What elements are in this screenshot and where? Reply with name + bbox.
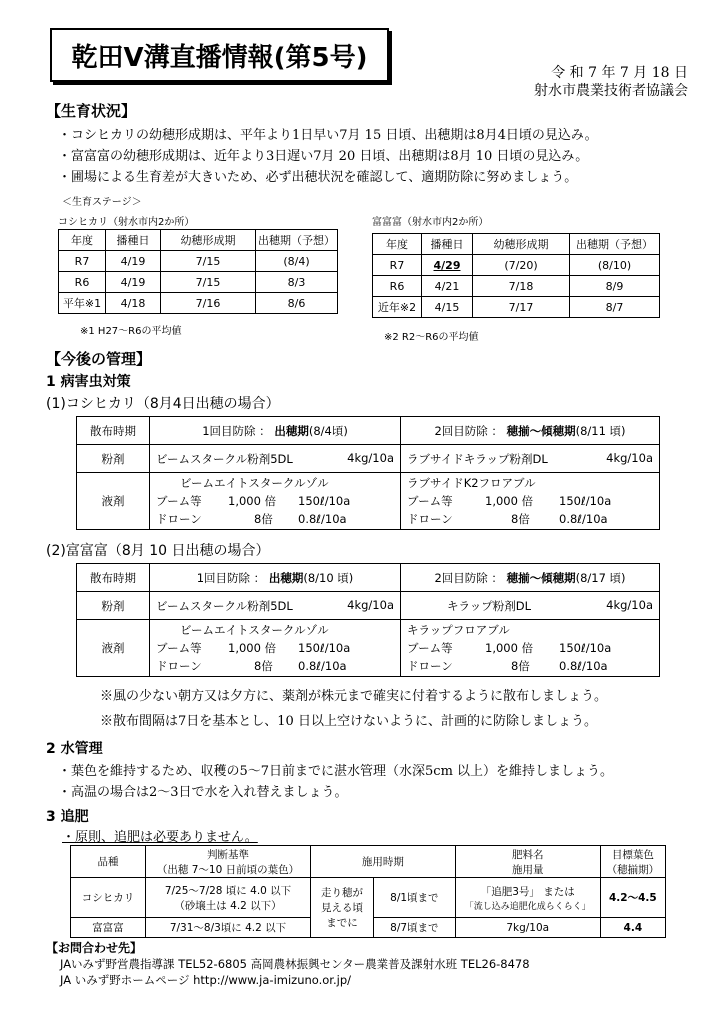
timing-cell xyxy=(311,878,374,938)
water-bullet-2: ・高温の場合は2～3日で水を入れ替えましょう。 xyxy=(58,785,348,800)
contact-line-1: JAいみず野営農指導課 TEL52-6805 高岡農林振興センター農業普及課射水班 TEL26-8478 xyxy=(60,957,530,971)
liquid-first-name: ビームエイトスタークルゾル xyxy=(180,623,329,637)
table-cell: 4.2～4.5 xyxy=(600,878,665,918)
table-row xyxy=(373,255,660,276)
contact-heading: 【お問合わせ先】 xyxy=(46,941,143,955)
first-spray-stage: 出穂期 xyxy=(274,423,309,438)
growth-bullet-2: ・富富富の幼穂形成期は、近年より3日遅い7月 20 日頃、出穂期は8月 10 日頃の見込み。 xyxy=(58,149,589,164)
first-spray-header xyxy=(150,564,401,592)
fert-header-1: 肥料名 xyxy=(511,848,544,861)
water-heading: 2 水管理 xyxy=(46,741,103,757)
fert-table xyxy=(70,845,666,938)
liquid-label: 液剤 xyxy=(77,620,150,677)
table-row xyxy=(373,276,660,297)
header-cell: 播種日 xyxy=(422,234,473,255)
boom-label: ブーム等 xyxy=(407,641,453,655)
drone-label: ドローン xyxy=(407,659,453,673)
table-cell xyxy=(146,878,311,918)
table-cell: 富富富 xyxy=(71,918,146,938)
boom-label: ブーム等 xyxy=(156,494,202,508)
liquid-first-name: ビームエイトスタークルゾル xyxy=(180,476,329,490)
boom-rate: 1,000 倍 xyxy=(228,641,277,655)
drone-amount: 0.8ℓ/10a xyxy=(298,659,347,673)
drone-rate: 8倍 xyxy=(254,659,273,673)
boom-amount: 150ℓ/10a xyxy=(559,494,612,508)
table-cell: R6 xyxy=(59,272,106,293)
first-spray-stage: 出穂期 xyxy=(268,570,304,585)
powder-second-name: キラップ粉剤DL xyxy=(447,598,532,613)
publisher-org: 射水市農業技術者協議会 xyxy=(534,83,688,99)
drone-label: ドローン xyxy=(156,512,202,526)
header-cell: 品種 xyxy=(71,846,146,878)
drone-amount: 0.8ℓ/10a xyxy=(559,659,608,673)
spray-note-1: ※風の少ない朝方又は夕方に、薬剤が株元まで確実に付着するように散布しましょう。 xyxy=(100,689,608,704)
header-cell: 散布時期 xyxy=(77,564,150,592)
fert-bullet: ・原則、追肥は必要ありません。 xyxy=(62,830,258,845)
drone-rate: 8倍 xyxy=(511,659,530,673)
header-cell: 年度 xyxy=(59,230,106,251)
table-cell: 4/21 xyxy=(422,276,473,297)
second-spray-label: 2回目防除 ： xyxy=(434,423,503,438)
koshi-criteria-1: 7/25～7/28 頃に 4.0 以下 xyxy=(164,884,292,897)
powder-second-cell xyxy=(401,445,660,473)
table-row xyxy=(77,564,660,592)
table-cell: 8/3 xyxy=(256,272,338,293)
boom-rate: 1,000 倍 xyxy=(485,641,534,655)
table-row xyxy=(77,445,660,473)
liquid-first-cell xyxy=(150,620,401,677)
header-cell xyxy=(146,846,311,878)
spray-note-2: ※散布間隔は7日を基本とし、10 日以上空けないように、計画的に防除しましょう。 xyxy=(100,714,597,729)
growth-heading: 【生育状況】 xyxy=(46,102,137,120)
table-cell: R7 xyxy=(59,251,106,272)
drone-amount: 0.8ℓ/10a xyxy=(559,512,608,526)
growth-bullet-3: ・圃場による生育差が大きいため、必ず出穂状況を確認して、適期防除に努めましょう。 xyxy=(58,170,578,185)
table-cell: R7 xyxy=(373,255,422,276)
table-row xyxy=(77,417,660,445)
fert-header-2: 施用量 xyxy=(511,863,544,876)
table-cell: R6 xyxy=(373,276,422,297)
issue-date: 令 和 7 年 7 月 18 日 xyxy=(551,65,688,81)
table-cell: (8/4) xyxy=(256,251,338,272)
header-cell xyxy=(455,846,600,878)
table-row xyxy=(77,592,660,620)
second-spray-stage: 穂揃～傾穂期 xyxy=(506,570,576,585)
table-row xyxy=(59,230,338,251)
criteria-header-2: （出穂 7～10 日前頃の葉色） xyxy=(156,863,300,876)
koshi-stage-caption: コシヒカリ（射水市内2か所） xyxy=(58,217,195,228)
first-spray-label: 1回目防除 ： xyxy=(202,423,271,438)
table-row xyxy=(71,878,666,918)
drone-rate: 8倍 xyxy=(511,512,530,526)
table-cell: (7/20) xyxy=(473,255,570,276)
header-cell: 幼穂形成期 xyxy=(161,230,256,251)
second-spray-header xyxy=(401,564,660,592)
koshi-criteria-2: （砂壌土は 4.2 以下） xyxy=(174,899,282,912)
header-cell: 散布時期 xyxy=(77,417,150,445)
target-header-2: （穂揃期） xyxy=(606,863,660,876)
stage-label: ＜生育ステージ＞ xyxy=(62,197,142,208)
second-spray-header xyxy=(401,417,660,445)
boom-rate: 1,000 倍 xyxy=(485,494,534,508)
liquid-second-cell xyxy=(401,473,660,530)
table-cell: 8/1頃まで xyxy=(374,878,456,918)
fert-name-1: 「追肥3号」 または xyxy=(480,885,575,898)
water-bullet-1: ・葉色を維持するため、収穫の5～7日前までに湛水管理（水深5cm 以上）を維持しましょう。 xyxy=(58,764,614,779)
timing-line-3: までに xyxy=(326,917,358,929)
table-cell xyxy=(455,878,600,918)
table-cell: 8/7頃まで xyxy=(374,918,456,938)
table-row xyxy=(373,234,660,255)
table-cell: 7/15 xyxy=(161,251,256,272)
powder-first-cell xyxy=(150,445,401,473)
table-cell: 平年※1 xyxy=(59,293,106,314)
pest-heading: 1 病害虫対策 xyxy=(46,374,131,390)
timing-line-1: 走り穂が xyxy=(321,887,363,899)
target-header-1: 目標葉色 xyxy=(611,848,654,861)
table-cell: 7/31～8/3頃に 4.2 以下 xyxy=(146,918,311,938)
boom-amount: 150ℓ/10a xyxy=(559,641,612,655)
table-cell: 8/6 xyxy=(256,293,338,314)
liquid-second-name: ラブサイドK2フロアブル xyxy=(407,476,536,490)
table-cell: (8/10) xyxy=(570,255,660,276)
table-row xyxy=(373,297,660,318)
table-row xyxy=(77,473,660,530)
powder-first-name: ビームスタークル粉剤5DL xyxy=(156,598,293,613)
liquid-second-name: キラップフロアブル xyxy=(407,623,510,637)
table-cell: 4/29 xyxy=(422,255,473,276)
table-row xyxy=(71,846,666,878)
table-cell: 7/18 xyxy=(473,276,570,297)
header-cell: 年度 xyxy=(373,234,422,255)
fert-heading: 3 追肥 xyxy=(46,809,89,825)
first-spray-header xyxy=(150,417,401,445)
fufu-pest-heading: (2)富富富（8月 10 日出穂の場合） xyxy=(46,543,270,559)
page-title: 乾田V溝直播情報(第5号) xyxy=(50,28,389,82)
powder-second-cell xyxy=(401,592,660,620)
koshi-pest-heading: (1)コシヒカリ（8月4日出穂の場合） xyxy=(46,396,280,412)
table-cell: 7/15 xyxy=(161,272,256,293)
powder-second-amount: 4kg/10a xyxy=(606,450,653,465)
header-cell: 出穂期（予想） xyxy=(570,234,660,255)
criteria-header-1: 判断基準 xyxy=(207,848,249,861)
powder-first-amount: 4kg/10a xyxy=(347,597,394,612)
table-row xyxy=(77,620,660,677)
drone-label: ドローン xyxy=(407,512,453,526)
table-cell: 4/18 xyxy=(106,293,161,314)
fert-name-2: 「流し込み追肥化成らくらく」 xyxy=(464,901,591,912)
mgmt-heading: 【今後の管理】 xyxy=(46,350,152,368)
powder-second-amount: 4kg/10a xyxy=(606,597,653,612)
liquid-first-cell xyxy=(150,473,401,530)
powder-first-amount: 4kg/10a xyxy=(347,450,394,465)
fufu-stage-table xyxy=(372,233,660,318)
fufu-pest-table xyxy=(76,563,660,677)
boom-label: ブーム等 xyxy=(156,641,202,655)
powder-label: 粉剤 xyxy=(77,592,150,620)
koshi-stage-note: ※1 H27～R6の平均値 xyxy=(80,326,182,337)
table-cell: 4/19 xyxy=(106,272,161,293)
powder-label: 粉剤 xyxy=(77,445,150,473)
header-cell: 出穂期（予想） xyxy=(256,230,338,251)
drone-label: ドローン xyxy=(156,659,202,673)
powder-second-name: ラブサイドキラップ粉剤DL xyxy=(407,451,548,466)
table-cell: 7/16 xyxy=(161,293,256,314)
drone-rate: 8倍 xyxy=(254,512,273,526)
powder-first-cell xyxy=(150,592,401,620)
first-spray-label: 1回目防除 ： xyxy=(196,570,266,585)
table-cell: 8/7 xyxy=(570,297,660,318)
header-cell xyxy=(600,846,665,878)
drone-amount: 0.8ℓ/10a xyxy=(298,512,347,526)
header-cell: 幼穂形成期 xyxy=(473,234,570,255)
table-cell: 近年※2 xyxy=(373,297,422,318)
boom-label: ブーム等 xyxy=(407,494,453,508)
table-cell: 7/17 xyxy=(473,297,570,318)
table-cell: 7kg/10a xyxy=(455,918,600,938)
koshi-pest-table xyxy=(76,416,660,530)
powder-first-name: ビームスタークル粉剤5DL xyxy=(156,451,293,466)
table-row xyxy=(59,251,338,272)
boom-rate: 1,000 倍 xyxy=(228,494,277,508)
boom-amount: 150ℓ/10a xyxy=(298,641,351,655)
second-spray-date: (8/11 頃) xyxy=(575,423,626,438)
first-spray-date: (8/4頃) xyxy=(308,423,348,438)
liquid-label: 液剤 xyxy=(77,473,150,530)
fufu-stage-note: ※2 R2～R6の平均値 xyxy=(384,332,479,343)
growth-bullet-1: ・コシヒカリの幼穂形成期は、平年より1日早い7月 15 日頃、出穂期は8月4日頃の見込み。 xyxy=(58,128,598,143)
second-spray-label: 2回目防除 ： xyxy=(434,570,503,585)
table-cell: コシヒカリ xyxy=(71,878,146,918)
table-cell: 4.4 xyxy=(600,918,665,938)
table-cell: 8/9 xyxy=(570,276,660,297)
second-spray-stage: 穂揃～傾穂期 xyxy=(506,423,576,438)
table-row xyxy=(59,293,338,314)
second-spray-date: (8/17 頃) xyxy=(575,570,626,585)
table-cell: 4/15 xyxy=(422,297,473,318)
header-cell: 施用時期 xyxy=(311,846,456,878)
koshi-stage-table xyxy=(58,229,338,314)
contact-line-2: JA いみず野ホームページ http://www.ja-imizuno.or.jp/ xyxy=(60,973,352,987)
first-spray-date: (8/10 頃) xyxy=(303,570,354,585)
liquid-second-cell xyxy=(401,620,660,677)
boom-amount: 150ℓ/10a xyxy=(298,494,351,508)
fufu-stage-caption: 富富富（射水市内2か所） xyxy=(372,217,489,228)
table-row xyxy=(59,272,338,293)
header-cell: 播種日 xyxy=(106,230,161,251)
timing-line-2: 見える頃 xyxy=(321,902,363,914)
table-cell: 4/19 xyxy=(106,251,161,272)
